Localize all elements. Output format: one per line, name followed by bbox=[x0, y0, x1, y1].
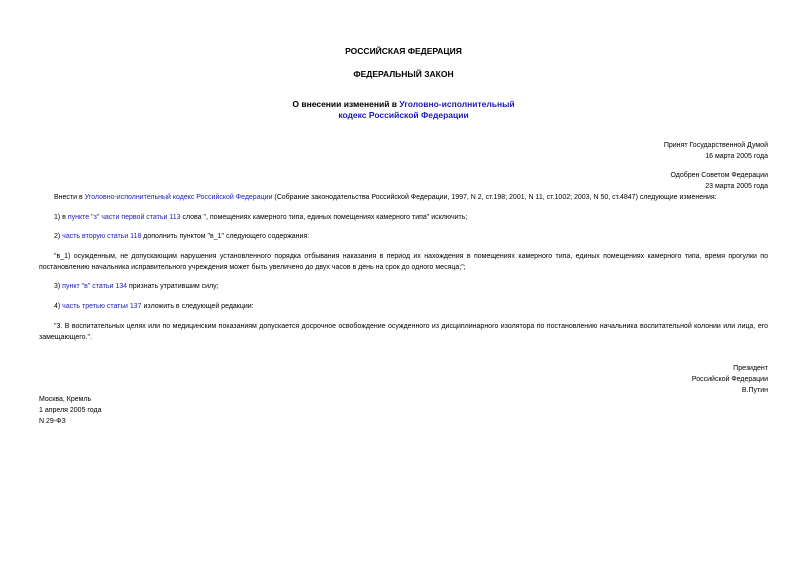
item-1 bbox=[39, 212, 768, 223]
item-4-quote: "3. В воспитательных целях или по медицинским показаниям допускается досрочное освобождение осужденного из дисциплинарного изолятора по постановлению начальника воспитательной колонии или лица, его замещающего.". bbox=[39, 323, 768, 341]
item-1-link[interactable]: пункте "з" части первой статьи 113 bbox=[67, 214, 181, 221]
item-2-quote: "в_1) осужденным, не допускающим нарушения установленного порядка отбывания наказания в период их нахождения в помещениях камерного типа, единых помещениях камерного типа, время прогулки по постановлению начальника исправительного учреждения может быть увеличено до двух часов в день на срок до одного месяца;"; bbox=[39, 253, 768, 271]
title-prefix: О внесении изменений в bbox=[292, 99, 400, 109]
signature-name: В.Путин bbox=[741, 387, 768, 394]
item-4-text: изложить в следующей редакции: bbox=[141, 303, 254, 310]
intro-suffix: (Собрание законодательства Российской Федерации, 1997, N 2, ст.198; 2001, N 11, ст.1002; 2003, N 50, ст.4847) следующие изменения: bbox=[272, 194, 717, 201]
council-approval-label: Одобрен Советом Федерации bbox=[670, 172, 768, 179]
item-3-prefix: 3) bbox=[54, 283, 63, 290]
signature-position: Президент bbox=[733, 365, 768, 372]
duma-adoption-date: 16 марта 2005 года bbox=[705, 153, 768, 160]
item-2-text: дополнить пунктом "в_1" следующего содержания: bbox=[141, 233, 310, 240]
intro-code-link[interactable]: Уголовно-исполнительный кодекс Российской Федерации bbox=[84, 194, 273, 201]
law-title bbox=[0, 99, 807, 121]
document-type-heading: ФЕДЕРАЛЬНЫЙ ЗАКОН bbox=[353, 69, 454, 79]
law-number: N 29-ФЗ bbox=[39, 418, 66, 425]
duma-adoption bbox=[664, 140, 768, 162]
item-4-link[interactable]: часть третью статьи 137 bbox=[62, 303, 142, 310]
item-3 bbox=[39, 281, 768, 292]
council-approval-date: 23 марта 2005 года bbox=[705, 183, 768, 190]
signing-place: Москва, Кремль bbox=[39, 396, 92, 403]
council-approval bbox=[670, 170, 768, 192]
title-code-link[interactable]: Уголовно-исполнительный bbox=[399, 99, 515, 109]
title-code-link-line2[interactable]: кодекс Российской Федерации bbox=[338, 110, 469, 120]
signature-country: Российской Федерации bbox=[691, 376, 768, 383]
item-1-prefix: 1) в bbox=[54, 214, 68, 221]
item-2-link[interactable]: часть вторую статьи 118 bbox=[62, 233, 142, 240]
intro-prefix: Внести в bbox=[54, 194, 85, 201]
intro-paragraph bbox=[39, 192, 768, 203]
item-2 bbox=[39, 231, 768, 242]
item-3-text: признать утратившим силу; bbox=[127, 283, 219, 290]
item-4 bbox=[39, 301, 768, 312]
item-3-link[interactable]: пункт "в" статьи 134 bbox=[62, 283, 128, 290]
country-heading: РОССИЙСКАЯ ФЕДЕРАЦИЯ bbox=[345, 46, 462, 56]
item-1-text: слова ", помещениях камерного типа, единых помещениях камерного типа" исключить; bbox=[180, 214, 468, 221]
duma-adoption-label: Принят Государственной Думой bbox=[663, 142, 768, 149]
signature-block bbox=[692, 363, 768, 396]
item-4-prefix: 4) bbox=[54, 303, 63, 310]
item-2-prefix: 2) bbox=[54, 233, 63, 240]
signing-date: 1 апреля 2005 года bbox=[39, 407, 102, 414]
place-date-block bbox=[39, 394, 102, 427]
